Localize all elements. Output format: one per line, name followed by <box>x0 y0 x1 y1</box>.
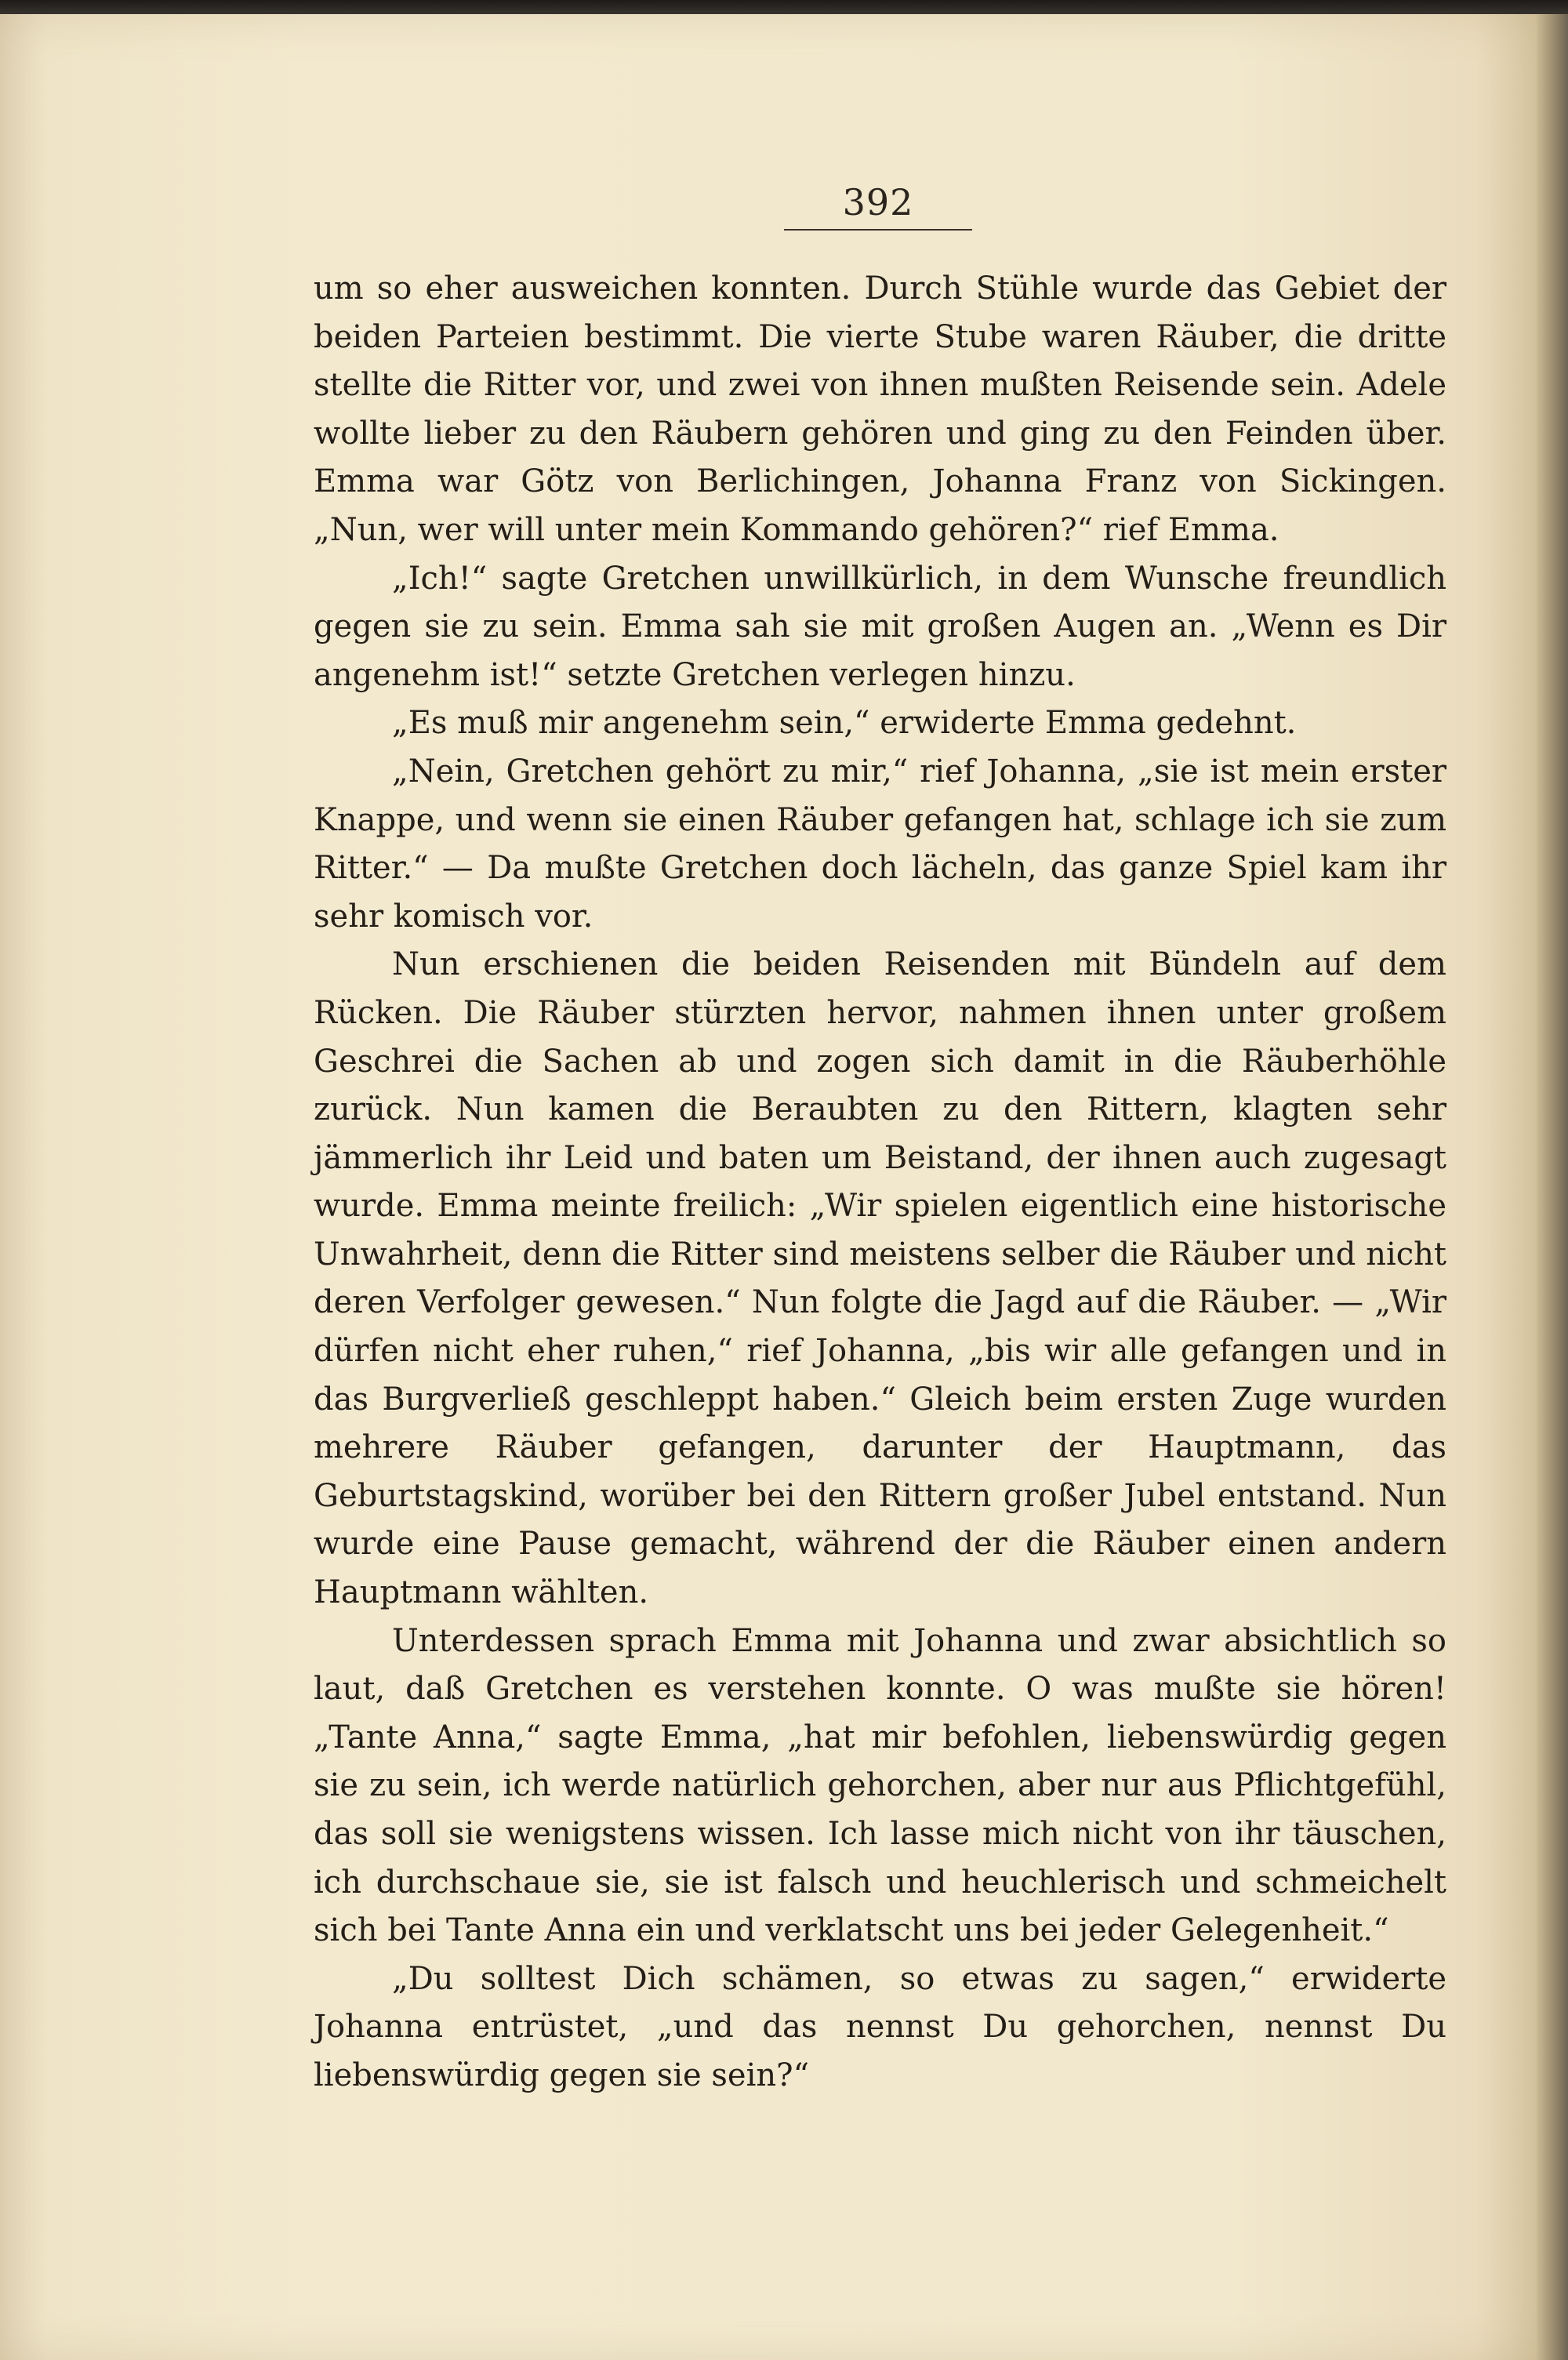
header-rule <box>784 229 972 231</box>
body-text <box>314 265 1446 2100</box>
paragraph-4: „Nein, Gretchen gehört zu mir,“ rief Johanna, „sie ist mein erster Knappe, und wenn sie einen Räuber gefangen hat, schlage ich sie zum Ritter.“ — Da mußte Gretchen doch lächeln, das ganze Spiel kam ihr sehr komisch vor. <box>314 753 1446 935</box>
page-number: 392 <box>842 181 914 223</box>
paragraph-5: Nun erschienen die beiden Reisenden mit Bündeln auf dem Rücken. Die Räuber stürzten hervor, nahmen ihnen unter großem Geschrei die Sachen ab und zogen sich damit in die Räuberhöhle zurück. Nun kamen die Beraubten zu den Rittern, klagten sehr jämmerlich ihr Leid und baten um Beistand, der ihnen auch zugesagt wurde. Emma meinte freilich: „Wir spielen eigentlich eine historische Unwahrheit, denn die Ritter sind meistens selber die Räuber und nicht deren Verfolger gewesen.“ Nun folgte die Jagd auf die Räuber. — „Wir dürfen nicht eher ruhen,“ rief Johanna, „bis wir alle gefangen und in das Burgverließ geschleppt haben.“ Gleich beim ersten Zuge wurden mehrere Räuber gefangen, darunter der Hauptmann, das Geburtstagskind, worüber bei den Rittern großer Jubel entstand. Nun wurde eine Pause gemacht, während der die Räuber einen andern Hauptmann wählten. <box>314 946 1446 1611</box>
paragraph-2: „Ich!“ sagte Gretchen unwillkürlich, in dem Wunsche freundlich gegen sie zu sein. Emma sah sie mit großen Augen an. „Wenn es Dir angenehm ist!“ setzte Gretchen verlegen hinzu. <box>314 560 1446 693</box>
page-header <box>784 180 972 231</box>
book-gutter <box>1537 14 1568 2360</box>
paragraph-1: um so eher ausweichen konnten. Durch Stühle wurde das Gebiet der beiden Parteien bestimmt. Die vierte Stube waren Räuber, die dritte stellte die Ritter vor, und zwei von ihnen mußten Reisende sein. Adele wollte lieber zu den Räubern gehören und ging zu den Feinden über. Emma war Götz von Berlichingen, Johanna Franz von Sickingen. „Nun, wer will unter mein Kommando gehören?“ rief Emma. <box>314 270 1446 548</box>
paragraph-6: Unterdessen sprach Emma mit Johanna und zwar absichtlich so laut, daß Gretchen es verstehen konnte. O was mußte sie hören! „Tante Anna,“ sagte Emma, „hat mir befohlen, liebenswürdig gegen sie zu sein, ich werde natürlich gehorchen, aber nur aus Pflichtgefühl, das soll sie wenigstens wissen. Ich lasse mich nicht von ihr täuschen, ich durchschaue sie, sie ist falsch und heuchlerisch und schmeichelt sich bei Tante Anna ein und verklatscht uns bei jeder Gelegenheit.“ <box>314 1622 1446 1949</box>
paragraph-7: „Du solltest Dich schämen, so etwas zu sagen,“ erwiderte Johanna entrüstet, „und das nennst Du gehorchen, nennst Du liebenswürdig gegen sie sein?“ <box>314 1960 1446 2093</box>
paragraph-3: „Es muß mir angenehm sein,“ erwiderte Emma gedehnt. <box>392 705 1297 742</box>
